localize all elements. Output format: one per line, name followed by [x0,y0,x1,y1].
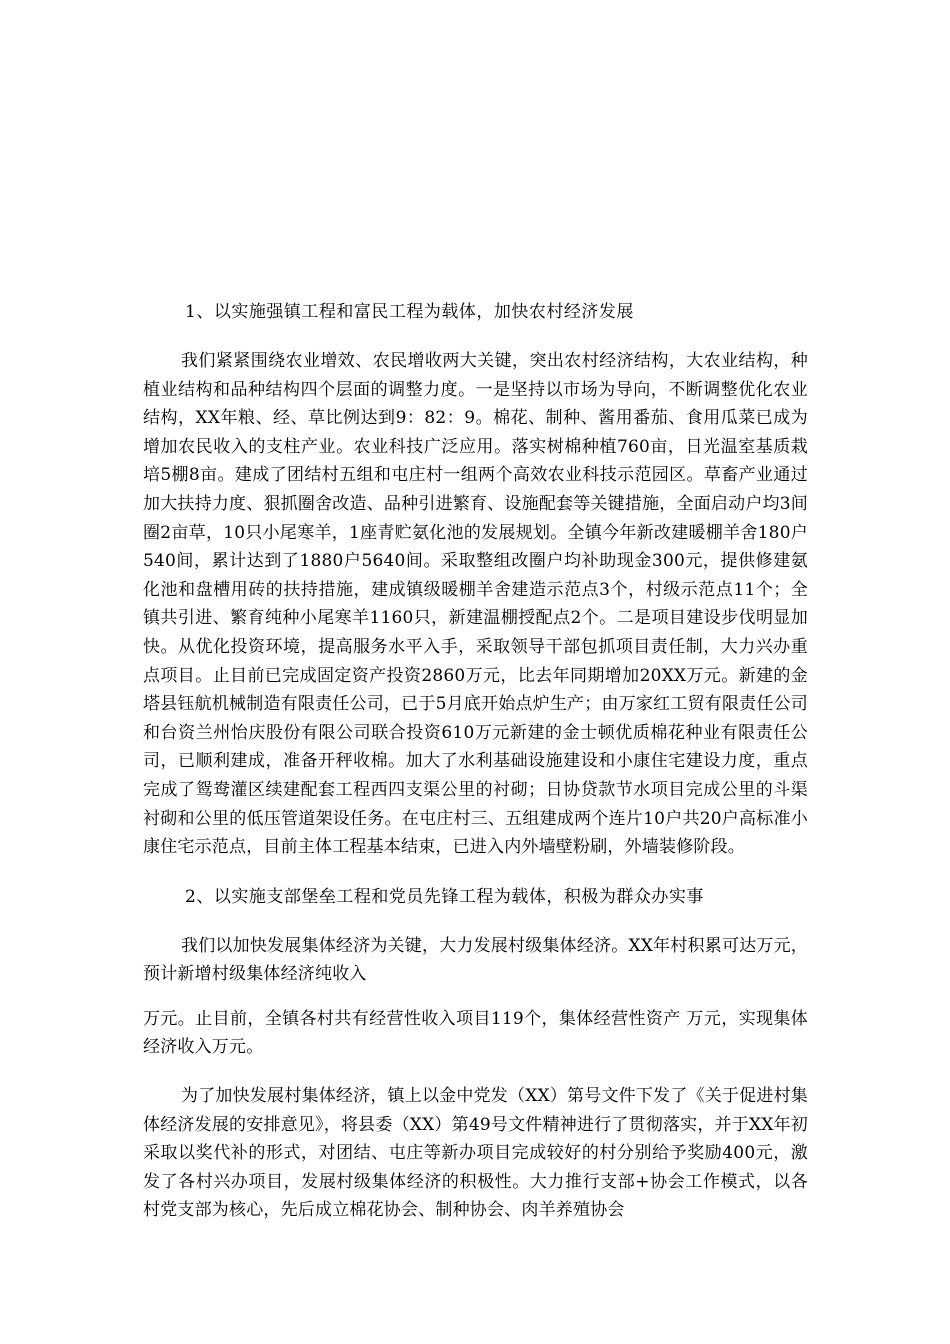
spacer [143,989,808,1005]
spacer [143,1062,808,1082]
spacer [143,327,808,347]
section-2-paragraph-2: 万元。止目前，全镇各村共有经营性收入项目119个，集体经营性资产 万元，实现集体经济收入万元。 [143,1008,808,1058]
document-body [143,297,808,1225]
section-2-paragraph-1: 我们以加快发展集体经济为关键，大力发展村级集体经济。XX年村积累可达万元，预计新增村级集体经济纯收入 [143,935,808,985]
spacer [143,862,808,882]
section-2-heading: 2、以实施支部堡垒工程和党员先锋工程为载体，积极为群众办实事 [185,886,704,907]
section-1-heading: 1、以实施强镇工程和富民工程为载体，加快农村经济发展 [185,302,634,322]
section-1-paragraph: 我们紧紧围绕农业增效、农民增收两大关键，突出农村经济结构，大农业结构，种植业结构和品种结构四个层面的调整力度。一是坚持以市场为导向，不断调整优化农业结构，XX年粮、经、草比例达到9：82：9。棉花、制种、酱用番茄、食用瓜菜已成为增加农民收入的支柱产业。农业科技广泛应用。落实树棉种植760亩，日光温室基质栽培5棚8亩。建成了团结村五组和屯庄村一组两个高效农业科技示范园区。草畜产业通过加大扶持力度、狠抓圈舍改造、品种引进繁育、设施配套等关键措施，全面启动户均3间圈2亩草，10只小尾寒羊，1座青贮氨化池的发展规划。全镇今年新改建暖棚羊舍180户540间，累计达到了1880户5640间。采取整组改圈户均补助现金300元，提供修建氨化池和盘槽用砖的扶持措施，建成镇级暖棚羊舍建造示范点3个，村级示范点11个；全镇共引进、繁育纯种小尾寒羊1160只，新建温棚授配点2个。二是项目建设步伐明显加快。从优化投资环境，提高服务水平入手，采取领导干部包抓项目责任制，大力兴办重点项目。止目前已完成固定资产投资2860万元，比去年同期增加20XX万元。新建的金塔县钰航机械制造有限责任公司，已于5月底开始点炉生产；由万家红工贸有限责任公司和台资兰州怡庆股份有限公司联合投资610万元新建的金士顿优质棉花种业有限责任公司，已顺利建成，准备开秤收棉。加大了水利基础设施建设和小康住宅建设力度，重点完成了鸳鸯灌区续建配套工程西四支渠公里的衬砌；日协贷款节水项目完成公里的斗渠衬砌和公里的低压管道架设任务。在屯庄村三、五组建成两个连片10户共20户高标准小康住宅示范点，目前主体工程基本结束，已进入内外墙壁粉刷，外墙装修阶段。 [143,351,808,858]
spacer [143,912,808,932]
section-2-paragraph-3: 为了加快发展村集体经济，镇上以金中党发（XX）第号文件下发了《关于促进村集体经济发展的安排意见》，将县委（XX）第49号文件精神进行了贯彻落实，并于XX年初采取以奖代补的形式，对团结、屯庄等新办项目完成较好的村分别给予奖励400元，激发了各村兴办项目，发展村级集体经济的积极性。大力推行支部+协会工作模式，以各村党支部为核心，先后成立棉花协会、制种协会、肉羊养殖协会 [143,1086,808,1221]
